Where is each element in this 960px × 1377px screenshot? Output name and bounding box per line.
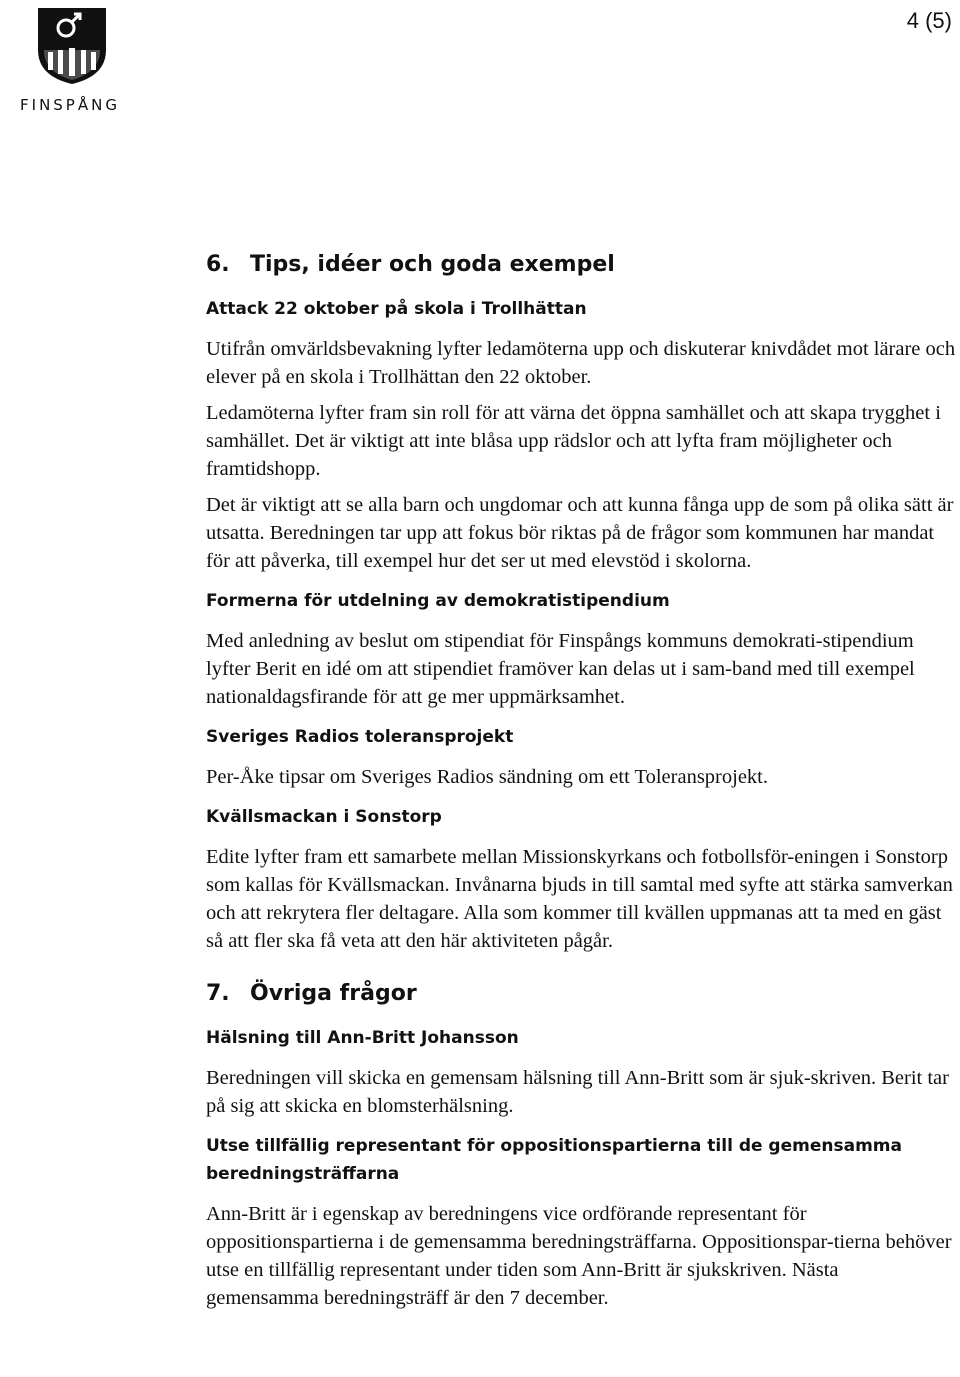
paragraph: Utifrån omvärldsbevakning lyfter ledamöterna upp och diskuterar knivdådet mot lärare och elever på en skola i Trollhättan den 22 oktober. xyxy=(206,338,956,388)
paragraph: Beredningen vill skicka en gemensam hälsning till Ann-Britt som är sjuk-skriven. Berit tar på sig att skicka en blomsterhälsning. xyxy=(206,1067,949,1117)
document-body xyxy=(206,226,956,1312)
subheading: Sveriges Radios toleransprojekt xyxy=(206,727,514,747)
section-number: 7. xyxy=(206,981,230,1006)
section-title xyxy=(206,252,956,277)
subheading: Formerna för utdelning av demokratistipendium xyxy=(206,591,670,611)
subheading: Utse tillfällig representant för oppositionspartierna till de gemensamma beredningsträffarna xyxy=(206,1136,902,1184)
finspang-logo xyxy=(6,6,134,114)
subheading: Attack 22 oktober på skola i Trollhättan xyxy=(206,299,587,319)
page-number: 4 (5) xyxy=(906,8,952,33)
section-title-text: Tips, idéer och goda exempel xyxy=(250,252,615,277)
paragraph: Med anledning av beslut om stipendiat för Finspångs kommuns demokrati-stipendium lyfter Berit en idé om att stipendiet framöver kan delas ut i sam-band med till exempel nationaldagsfirande för att ge mer uppmärksamhet. xyxy=(206,630,915,708)
paragraph: Det är viktigt att se alla barn och ungdomar och att kunna fånga upp de som på olika sätt är utsatta. Beredningen tar upp att fokus bör riktas på de frågor som kommunen har mandat för att påverka, till exempel hur det ser ut med elevstöd i skolorna. xyxy=(206,494,954,572)
coat-of-arms-icon xyxy=(36,6,108,86)
paragraph: Per-Åke tipsar om Sveriges Radios sändning om ett Toleransprojekt. xyxy=(206,766,768,788)
paragraph: Ann-Britt är i egenskap av beredningens vice ordförande representant för oppositionspartierna i de gemensamma beredningsträffarna. Oppositionspar-tierna behöver utse en tillfällig representant under tiden som Ann-Britt är sjukskriven. Nästa gemensamma beredningsträff är den 7 december. xyxy=(206,1203,952,1309)
subheading: Kvällsmackan i Sonstorp xyxy=(206,807,442,827)
section-title-text: Övriga frågor xyxy=(250,981,417,1006)
logo-text: FINSPÅNG xyxy=(20,96,120,114)
section-number: 6. xyxy=(206,252,230,277)
paragraph: Edite lyfter fram ett samarbete mellan Missionskyrkans och fotbollsför-eningen i Sonstorp som kallas för Kvällsmackan. Invånarna bjuds in till samtal med syfte att stärka samverkan och att rekrytera fler deltagare. Alla som kommer till kvällen uppmanas att ta med en gäst så att fler ska få veta att den här aktiviteten pågår. xyxy=(206,846,953,952)
section-title xyxy=(206,981,956,1006)
paragraph: Ledamöterna lyfter fram sin roll för att värna det öppna samhället och att skapa trygghet i samhället. Det är viktigt att inte blåsa upp rädslor och att lyfta fram möjligheter och framtidshopp. xyxy=(206,402,941,480)
subheading: Hälsning till Ann-Britt Johansson xyxy=(206,1028,519,1048)
